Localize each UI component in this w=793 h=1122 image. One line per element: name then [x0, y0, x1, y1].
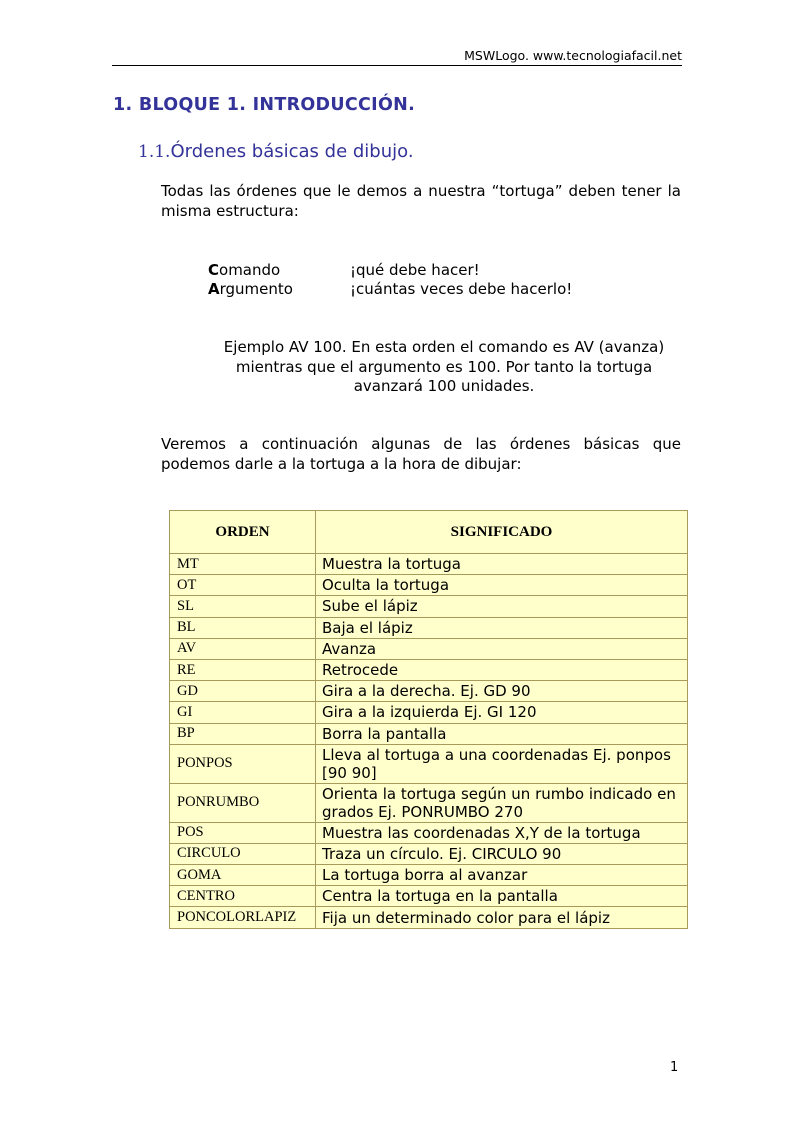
significado-cell: Gira a la izquierda Ej. GI 120 — [316, 702, 688, 723]
orden-cell: CIRCULO — [170, 843, 316, 864]
orden-cell: CENTRO — [170, 886, 316, 907]
orden-cell: OT — [170, 575, 316, 596]
orden-cell: PONPOS — [170, 744, 316, 783]
orden-cell: POS — [170, 822, 316, 843]
table-row — [170, 659, 688, 680]
table-row — [170, 575, 688, 596]
significado-cell: Borra la pantalla — [316, 723, 688, 744]
structure-term: rgumento — [219, 280, 293, 298]
table-row — [170, 783, 688, 822]
table-row — [170, 744, 688, 783]
page-number: 1 — [670, 1060, 679, 1075]
commands-table — [169, 510, 688, 929]
table-header-row — [170, 511, 688, 554]
header-text: MSWLogo. www.tecnologiafacil.net — [464, 48, 682, 63]
table-row — [170, 907, 688, 928]
significado-cell: La tortuga borra al avanzar — [316, 865, 688, 886]
intro-paragraph: Todas las órdenes que le demos a nuestra “tortuga” deben tener la misma estructura: — [161, 182, 681, 220]
significado-cell: Lleva al tortuga a una coordenadas Ej. ponpos [90 90] — [316, 744, 688, 783]
section-heading: 1. BLOQUE 1. INTRODUCCIÓN. — [113, 95, 416, 115]
table-row — [170, 596, 688, 617]
orden-cell: PONRUMBO — [170, 783, 316, 822]
significado-cell: Retrocede — [316, 659, 688, 680]
significado-cell: Sube el lápiz — [316, 596, 688, 617]
column-header-significado: SIGNIFICADO — [316, 511, 688, 554]
orden-cell: SL — [170, 596, 316, 617]
orden-cell: MT — [170, 554, 316, 575]
table-row — [170, 554, 688, 575]
table-row — [170, 638, 688, 659]
table-row — [170, 681, 688, 702]
table-row — [170, 886, 688, 907]
example-paragraph: Ejemplo AV 100. En esta orden el comando es AV (avanza) mientras que el argumento es 100. Por tanto la tortuga avanzará 100 unidades. — [223, 338, 665, 395]
structure-initial: C — [208, 261, 220, 279]
table-row — [170, 617, 688, 638]
column-header-orden: ORDEN — [170, 511, 316, 554]
structure-description: ¡cuántas veces debe hacerlo! — [350, 280, 573, 298]
structure-item-argumento — [208, 279, 573, 299]
subsection-heading — [138, 141, 414, 162]
structure-initial: A — [208, 280, 220, 298]
significado-cell: Baja el lápiz — [316, 617, 688, 638]
orden-cell: BP — [170, 723, 316, 744]
subsection-title: Órdenes básicas de dibujo. — [170, 141, 414, 162]
table-row — [170, 723, 688, 744]
orden-cell: GI — [170, 702, 316, 723]
table-row — [170, 865, 688, 886]
orden-cell: RE — [170, 659, 316, 680]
significado-cell: Muestra la tortuga — [316, 554, 688, 575]
subsection-number: 1.1. — [138, 142, 171, 162]
orden-cell: BL — [170, 617, 316, 638]
orden-cell: GD — [170, 681, 316, 702]
orden-cell: GOMA — [170, 865, 316, 886]
orden-cell: AV — [170, 638, 316, 659]
significado-cell: Fija un determinado color para el lápiz — [316, 907, 688, 928]
significado-cell: Oculta la tortuga — [316, 575, 688, 596]
page-header — [112, 48, 682, 66]
continuation-paragraph: Veremos a continuación algunas de las órdenes básicas que podemos darle a la tortuga a la hora de dibujar: — [161, 435, 681, 473]
significado-cell: Avanza — [316, 638, 688, 659]
structure-term: omando — [219, 261, 281, 279]
significado-cell: Traza un círculo. Ej. CIRCULO 90 — [316, 843, 688, 864]
table-row — [170, 843, 688, 864]
structure-description: ¡qué debe hacer! — [350, 261, 480, 279]
significado-cell: Centra la tortuga en la pantalla — [316, 886, 688, 907]
table-row — [170, 702, 688, 723]
significado-cell: Muestra las coordenadas X,Y de la tortuga — [316, 822, 688, 843]
significado-cell: Orienta la tortuga según un rumbo indicado en grados Ej. PONRUMBO 270 — [316, 783, 688, 822]
structure-item-comando — [208, 260, 480, 280]
table-row — [170, 822, 688, 843]
orden-cell: PONCOLORLAPIZ — [170, 907, 316, 928]
significado-cell: Gira a la derecha. Ej. GD 90 — [316, 681, 688, 702]
